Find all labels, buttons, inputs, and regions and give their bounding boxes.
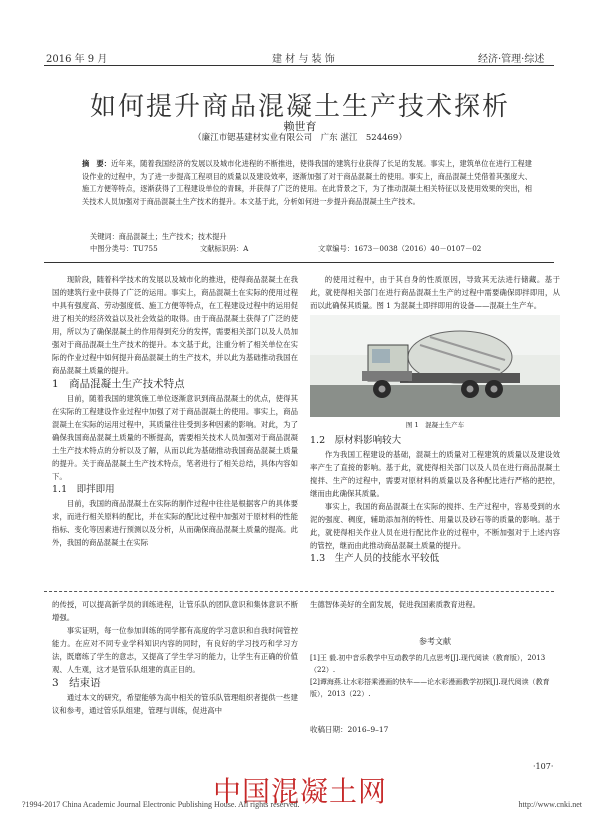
abstract-label: 摘 要： [82,159,112,168]
section-1-2-paragraph-2: 事实上，我国的商品混凝土在实际的搅拌、生产过程中，容易受到的水泥的强度、稠度，辅助添加剂的特性、用量以及砂石等的质量的影响。基于此，就使得相关作业人员在进行配比作业的过程中，不断加强对于上述内容的管控，继而由此推动商品混凝土质量的提升。 [310,502,560,550]
lower-left-column [52,598,298,717]
section-1-1-paragraph: 目前，我国的商品混凝土在实际的制作过程中往往是根据客户的具体要求，而进行相关原料的配比，并在实际的配比过程中加强对于原材料的性能指标、变化等因素进行预测以及分析，从而确保商品混凝土质量的提高。此外，我国的商品混凝土在实际 [52,499,298,547]
journal-name: 建 材 与 装 饰 [272,54,335,65]
section-1-1-heading: 1.1 即拌即用 [52,484,115,495]
reference-1: [1]王 毅.初中音乐教学中互动教学的几点思考[J].现代阅读（教育版），2013（22）. [310,654,546,674]
references-list [310,652,560,700]
article-number: 文章编号：1673－0038（2016）40－0107－02 [318,244,482,253]
cnki-link[interactable]: http://www.cnki.net [518,800,582,809]
mixer-truck-photo [310,315,560,417]
footer [22,800,582,809]
right-column-bottom [310,434,560,566]
header-rule [44,65,554,66]
lower-left-paragraph-1: 的传授，可以提高新学员的训练进程，让管乐队的团队意识和集体意识不断增强。 [52,600,298,622]
section-1-paragraph: 目前，随着我国的建筑施工单位逐渐意识到商品混凝土的优点，使得其在实际的工程建设作业过程中加强了对于商品混凝土的使用。事实上，商品混凝土在实际的运用过程中，其质量往往受到多种因素的影响。对此，为了确保我国商品混凝土质量的不断提高，需要相关技术人员加强对于商品混凝土生产技术特点的分析以及了解，从而以此为基础推动我国商品混凝土质量的提升。关于商品混凝土生产技术特点，笔者进行了相关总结，具体内容如下。 [52,394,298,481]
continuation-paragraph: 的使用过程中，由于其自身的性质原因，导致其无法进行储藏。基于此，就使得相关部门在进行商品混凝土生产的过程中需要确保即拌即用，从而以此确保其质量。图 1 为混凝土即拌即用的设备——混凝土生产车。 [310,275,560,310]
lower-right-paragraph: 生德智体美好的全面发展，促进我国素质教育进程。 [310,600,480,609]
keywords: 关键词：商品混凝土；生产技术；技术提升 [90,232,227,241]
page-number: ·107· [533,762,554,771]
references-title: 参考文献 [419,637,451,646]
site-watermark: 中国混凝土网 [212,775,387,808]
conclusion-heading: 3 结束语 [52,677,101,689]
abstract-text: 近年来，随着我国经济的发展以及城市化进程的不断推进，使得我国的建筑行业获得了长足的发展。事实上，建筑单位在进行工程建设作业的过程中，为了进一步提高工程项目的质量以及建设效率，逐渐加强了对于商品混凝土的使用。事实上，商品混凝土凭借着其强度大、施工方便等特点，逐渐获得了工程建设单位的青睐，并获得了广泛的使用。在此背景之下，为了推动混凝土相关特征以及使用效果的突出，相关技术人员加强对于商品混凝土生产技术的提升。本文基于此，分析如何进一步提升商品混凝土生产技术。 [82,159,532,206]
section-1-heading: 1 商品混凝土生产技术特点 [52,378,185,390]
article-separator [44,591,554,592]
received-date: 收稿日期：2016–9–17 [310,725,389,734]
copyright-text: ?1994-2017 China Academic Journal Electronic Publishing House. All rights reserved. [22,800,300,809]
document-code: 文献标识码：A [200,244,249,253]
section-1-2-paragraph-1: 作为我国工程建设的基础，混凝土的质量对工程建筑的质量以及建设效率产生了直接的影响。基于此，就使得相关部门以及人员在进行商品混凝土搅拌、生产的过程中，需要对原材料的质量以及各种配比进行严格的把控，继而由此确保其质量。 [310,450,560,498]
lower-left-paragraph-2: 事实证明，每一位参加训练的同学都有高度的学习意识和自我时间管控能力。在应对不同专业学科知识内容的同时，有良好的学习技巧和学习方法，既磨练了学生的意志，又提高了学生学习的能力，让学生有正确的价值观、人生观，这才是管乐队组建的真正目的。 [52,626,298,674]
abstract-block [82,158,532,208]
intro-paragraph: 现阶段，随着科学技术的发展以及城市化的推进，使得商品混凝土在我国的建筑行业中获得了广泛的运用。事实上，商品混凝土在实际的使用过程中具有强度高、劳动强度低、施工方便等特点，在工程建设过程中的运用促进了相关的经济效益以及社会效益的取得。由于商品混凝土获得了广泛的使用，所以为了确保混凝土的作用得到充分的发挥，需要相关部门以及人员加强对于商品混凝土生产技术的提升。本文基于此，注重分析了相关单位在实际的作业过程中如何提升商品混凝土的生产技术，并以此为基础推动我国在商品混凝土质量的提升。 [52,275,298,375]
abstract-rule [44,262,554,263]
clc-number: 中图分类号：TU755 [90,244,158,253]
section-1-2-heading: 1.2 原材料影响较大 [310,435,402,446]
conclusion-paragraph: 通过本文的研究，希望能够为高中相关的管乐队管理组织者提供一些建议和参考，通过管乐队组建，管理与训练，促进高中 [52,693,298,715]
section-name: 经济·管理·综述 [478,54,545,65]
article-affiliation: （廉江市锶基建材实业有限公司 广东 湛江 524469） [193,133,407,143]
right-column-top [310,273,560,312]
lower-right-column [310,598,560,611]
article-title: 如何提升商品混凝土生产技术探析 [89,92,510,122]
issue-date: 2016 年 9 月 [46,54,108,65]
section-1-3-heading: 1.3 生产人员的技能水平较低 [310,553,440,564]
figure-caption: 图 1 混凝土生产车 [405,421,465,429]
article-author: 赖世育 [283,120,317,133]
left-column [52,273,298,549]
mixer-truck-icon [310,315,560,417]
reference-2: [2]谭海燕.让水彩搭乘漫画的快车——论水彩漫画教学初探[J].现代阅读（教育版），2013（22）. [310,678,550,698]
